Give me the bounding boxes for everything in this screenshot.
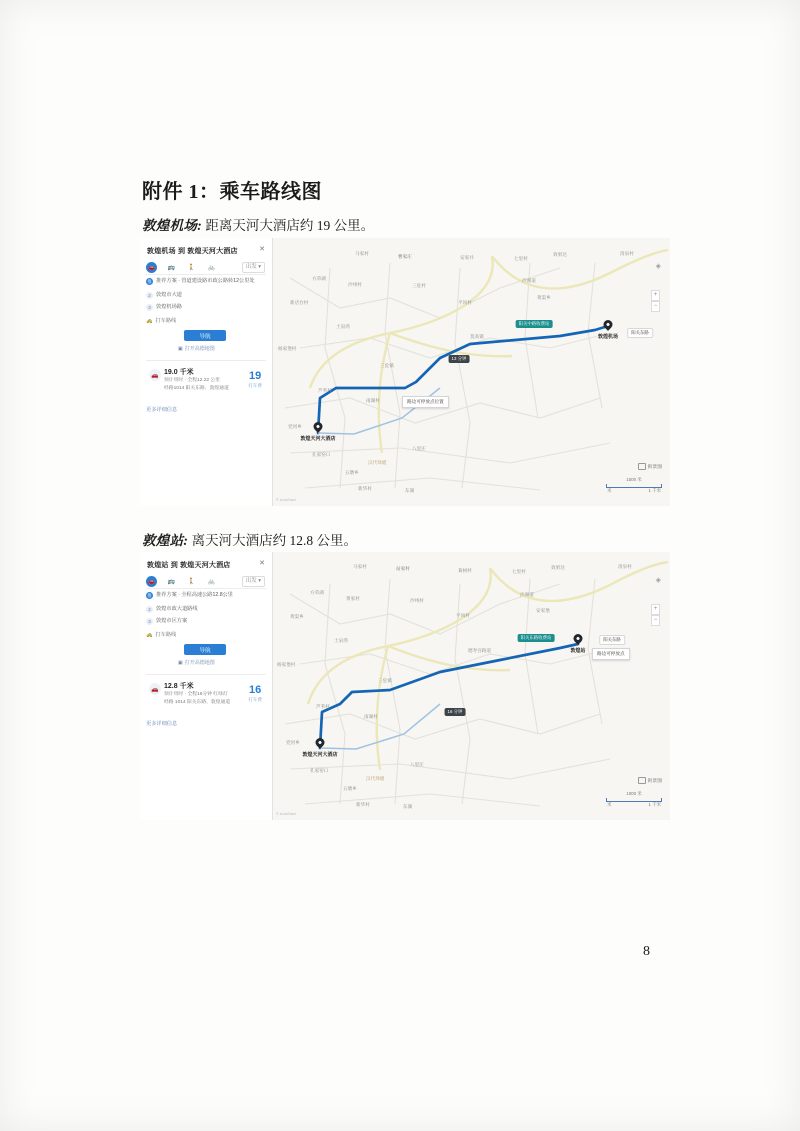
map-label: 平风村 <box>456 613 470 618</box>
route-panel-title: 敦煌机场 到 敦煌天河大酒店 <box>147 248 238 255</box>
streetview-label: 街景图 <box>647 465 662 470</box>
travel-mode-tabs[interactable] <box>146 260 266 275</box>
map-label: 八里庄 <box>410 762 424 767</box>
zoom-out-button[interactable]: − <box>651 301 660 312</box>
route-option-text: 敦煌市区方案 <box>156 618 188 624</box>
route-detail: 经路1014 阳关东路、敦煌通道 <box>164 385 229 391</box>
navigate-button[interactable]: 导航 <box>184 644 226 655</box>
map-marker-label-airport: 敦煌机场 <box>597 334 619 340</box>
walk-icon[interactable]: 🚶 <box>187 264 196 271</box>
map-label: 葛树村 <box>458 568 472 573</box>
route-option-text: 推荐方案 · 管道建设路市政公路转12公里处 <box>156 278 255 284</box>
map-marker-hotel[interactable] <box>316 738 325 750</box>
map-label: 东湖 <box>403 804 413 809</box>
map-label: 党河乡 <box>286 740 300 745</box>
zoom-in-button[interactable]: + <box>651 290 660 301</box>
map-label: 曹家庄 <box>398 254 412 259</box>
map-tooltip: 路边可停放点位置 <box>402 396 449 408</box>
map-label: 黄家村 <box>346 596 360 601</box>
map-scalebar <box>606 477 662 494</box>
map-label: 芦苇村 <box>318 388 332 393</box>
depart-time-select[interactable]: 出发 ▾ <box>242 576 265 587</box>
map-label: 安家井 <box>460 255 474 260</box>
map-label: 马家村 <box>355 251 369 256</box>
map-label: 方草湖 <box>312 276 326 281</box>
map-attribution: © AutoNavi <box>276 811 297 816</box>
navigate-button[interactable]: 导航 <box>184 330 226 341</box>
app-icon: ▣ <box>178 345 183 352</box>
zoom-out-button[interactable]: − <box>651 615 660 626</box>
map-label: 方草湖 <box>310 590 324 595</box>
section-label-airport: 敦煌机场: <box>142 218 202 233</box>
scalebar-right: 1 千米 <box>648 488 661 493</box>
bus-icon[interactable]: 🚌 <box>167 264 176 271</box>
map-attribution: © AutoNavi <box>276 497 297 502</box>
bike-icon[interactable]: 🚲 <box>207 264 216 271</box>
streetview-icon <box>638 463 646 470</box>
map-label: 杨家堡村 <box>278 346 297 351</box>
map-badge-tollgate: 阳关东路收费站 <box>518 634 555 642</box>
map-label: 土泉湾 <box>334 638 348 643</box>
map-label: 三危镇 <box>378 678 392 683</box>
route-badge: 2 <box>146 292 153 299</box>
open-app-label: 打开高德地图 <box>184 346 215 352</box>
map-label: 黄渠乡 <box>290 614 304 619</box>
map-marker-hotel[interactable] <box>314 422 323 434</box>
map-label: 黄渠乡 <box>537 295 551 300</box>
route-option-1[interactable] <box>146 592 266 605</box>
map-marker-label-station: 敦煌站 <box>570 648 586 654</box>
route-option-2[interactable] <box>146 292 266 299</box>
open-app-link[interactable] <box>178 659 215 666</box>
map-tooltip: 路边可停放点 <box>592 648 630 660</box>
map-label: 马家村 <box>353 564 367 569</box>
map-label: 平风村 <box>458 300 472 305</box>
section-text-airport: 距离天河大酒店约 19 公里。 <box>205 218 375 233</box>
bike-icon[interactable]: 🚲 <box>207 578 216 585</box>
section-heading-airport <box>142 214 374 234</box>
map-label: 三危镇 <box>380 363 394 368</box>
map-label: 沙洲道 <box>522 278 536 283</box>
route-summary-icon: 🚗 <box>149 683 161 695</box>
zoom-in-button[interactable]: + <box>651 604 660 615</box>
map-scalebar <box>606 791 662 808</box>
map-marker-label-hotel: 敦煌天河大酒店 <box>302 752 338 758</box>
scalebar-right: 1 千米 <box>648 802 661 807</box>
depart-time-select[interactable]: 出发 ▾ <box>242 262 265 273</box>
close-icon[interactable]: ✕ <box>259 560 265 567</box>
route-detail: 经路 1014 阳关东路、敦煌通道 <box>164 699 231 705</box>
route-badge: 2 <box>146 606 153 613</box>
map-label: 站家村 <box>396 566 410 571</box>
section-text-station: 离天河大酒店约 12.8 公里。 <box>191 533 357 548</box>
map-label: 东湖 <box>405 488 415 493</box>
map-badge-road: 阳关东路 <box>599 635 625 645</box>
taxi-label: 打车路线 <box>155 318 177 324</box>
route-summary-icon: 🚗 <box>149 369 161 381</box>
route-panel <box>140 238 273 506</box>
map-label: 汉代烽燧 <box>366 776 385 781</box>
page-number: 8 <box>643 944 650 959</box>
taxi-price <box>248 366 262 389</box>
scalebar-value: 1500 米 <box>626 477 642 482</box>
page-title: 附件 1：乘车路线图 <box>142 181 322 204</box>
map-label: 南湖村 <box>366 398 380 403</box>
zoom-controls[interactable] <box>651 290 660 312</box>
map-label: 七里村 <box>512 569 526 574</box>
scalebar-left: 米 <box>607 488 612 493</box>
map-figure-airport <box>140 238 670 506</box>
taxi-row[interactable] <box>146 631 176 638</box>
map-label: 德寿宫路道 <box>468 648 491 653</box>
map-figure-station <box>140 552 670 820</box>
map-label: 新店台村 <box>290 300 309 305</box>
more-details-link[interactable]: 更多详细信息 <box>146 407 178 413</box>
route-badge: 3 <box>146 618 153 625</box>
taxi-price-value: 19 <box>248 370 262 382</box>
map-marker-airport[interactable] <box>604 320 613 332</box>
map-label: 新华村 <box>356 802 370 807</box>
map-label: 莫高镇 <box>470 334 484 339</box>
map-badge-duration: 16 分钟 <box>445 708 466 716</box>
compass-icon[interactable]: ◈ <box>655 577 661 584</box>
section-heading-station <box>142 529 357 549</box>
map-label: 八里庄 <box>412 446 426 451</box>
map-label: 五墩乡 <box>345 470 359 475</box>
taxi-icon: 🚕 <box>146 317 153 324</box>
map-label: 孔家窑口 <box>310 768 329 773</box>
route-option-1[interactable] <box>146 278 266 291</box>
route-badge: 推荐 <box>147 279 152 291</box>
route-option-3[interactable] <box>146 304 266 311</box>
map-label: 效果达 <box>551 565 565 570</box>
route-summary <box>146 360 266 392</box>
map-badge-tollgate: 阳关中路收费站 <box>516 320 553 328</box>
map-label: 三危村 <box>412 283 426 288</box>
map-label: 新华村 <box>358 486 372 491</box>
route-panel-title: 敦煌站 到 敦煌天河大酒店 <box>147 562 231 569</box>
route-option-text: 敦煌市大道 <box>156 292 182 298</box>
travel-mode-tabs[interactable] <box>146 574 266 589</box>
car-icon[interactable]: 🚗 <box>146 262 157 273</box>
map-label: 南湖村 <box>364 714 378 719</box>
streetview-toggle[interactable] <box>638 463 662 470</box>
route-option-2[interactable] <box>146 606 266 613</box>
route-duration: 预计用时 · 全程12.22 公里 <box>164 378 220 383</box>
map-label: 沙州村 <box>410 598 424 603</box>
open-app-link[interactable] <box>178 345 215 352</box>
map-label: 清泉村 <box>618 564 632 569</box>
map-label: 汉代烽燧 <box>368 460 387 465</box>
map-label: 清泉村 <box>620 251 634 256</box>
taxi-label: 打车路线 <box>155 632 177 638</box>
map-badge-duration: 13 分钟 <box>449 355 470 363</box>
map-label: 沙洲道 <box>520 592 534 597</box>
route-option-3[interactable] <box>146 618 266 625</box>
map-label: 孔家窑口 <box>312 452 331 457</box>
map-label: 杨家堡村 <box>277 662 296 667</box>
route-distance: 19.0 千米 <box>164 369 194 376</box>
map-label: 七里村 <box>514 256 528 261</box>
section-label-station: 敦煌站: <box>142 533 189 548</box>
map-label: 芦苇村 <box>316 704 330 709</box>
open-app-label: 打开高德地图 <box>184 660 215 666</box>
taxi-icon: 🚕 <box>146 631 153 638</box>
scalebar-value: 1000 米 <box>626 791 642 796</box>
more-details-link[interactable]: 更多详细信息 <box>146 721 178 727</box>
streetview-toggle[interactable] <box>638 777 662 784</box>
map-label: 效果达 <box>553 252 567 257</box>
streetview-icon <box>638 777 646 784</box>
route-badge: 推荐 <box>147 593 152 605</box>
taxi-price-value: 16 <box>248 684 262 696</box>
taxi-price-unit: 打车费 <box>248 697 262 702</box>
route-duration: 预计用时 · 全程16分钟 红绿灯 <box>164 692 228 697</box>
map-label: 土泉湾 <box>336 324 350 329</box>
taxi-price <box>248 680 262 703</box>
scalebar-left: 米 <box>607 802 612 807</box>
route-badge: 3 <box>146 304 153 311</box>
route-option-text: 推荐方案 · 全程高速公路12.8公里 <box>156 592 233 598</box>
map-label: 沙州村 <box>348 282 362 287</box>
bus-icon[interactable]: 🚌 <box>167 578 176 585</box>
route-panel <box>140 552 273 820</box>
route-distance: 12.8 千米 <box>164 683 194 690</box>
map-marker-station[interactable] <box>574 634 583 646</box>
route-option-text: 敦煌市政大道路线 <box>156 606 198 612</box>
streetview-label: 街景图 <box>647 779 662 784</box>
walk-icon[interactable]: 🚶 <box>187 578 196 585</box>
compass-icon[interactable]: ◈ <box>655 263 661 270</box>
zoom-controls[interactable] <box>651 604 660 626</box>
app-icon: ▣ <box>178 659 183 666</box>
map-label: 安家堡 <box>536 608 550 613</box>
taxi-price-unit: 打车费 <box>248 383 262 388</box>
route-option-text: 敦煌机场路 <box>156 304 182 310</box>
close-icon[interactable]: ✕ <box>259 246 265 253</box>
map-label: 党河乡 <box>288 424 302 429</box>
taxi-row[interactable] <box>146 317 176 324</box>
map-badge-road: 阳关东路 <box>627 328 653 338</box>
route-summary <box>146 674 266 706</box>
car-icon[interactable]: 🚗 <box>146 576 157 587</box>
map-marker-label-hotel: 敦煌天河大酒店 <box>300 436 336 442</box>
map-label: 五墩乡 <box>343 786 357 791</box>
